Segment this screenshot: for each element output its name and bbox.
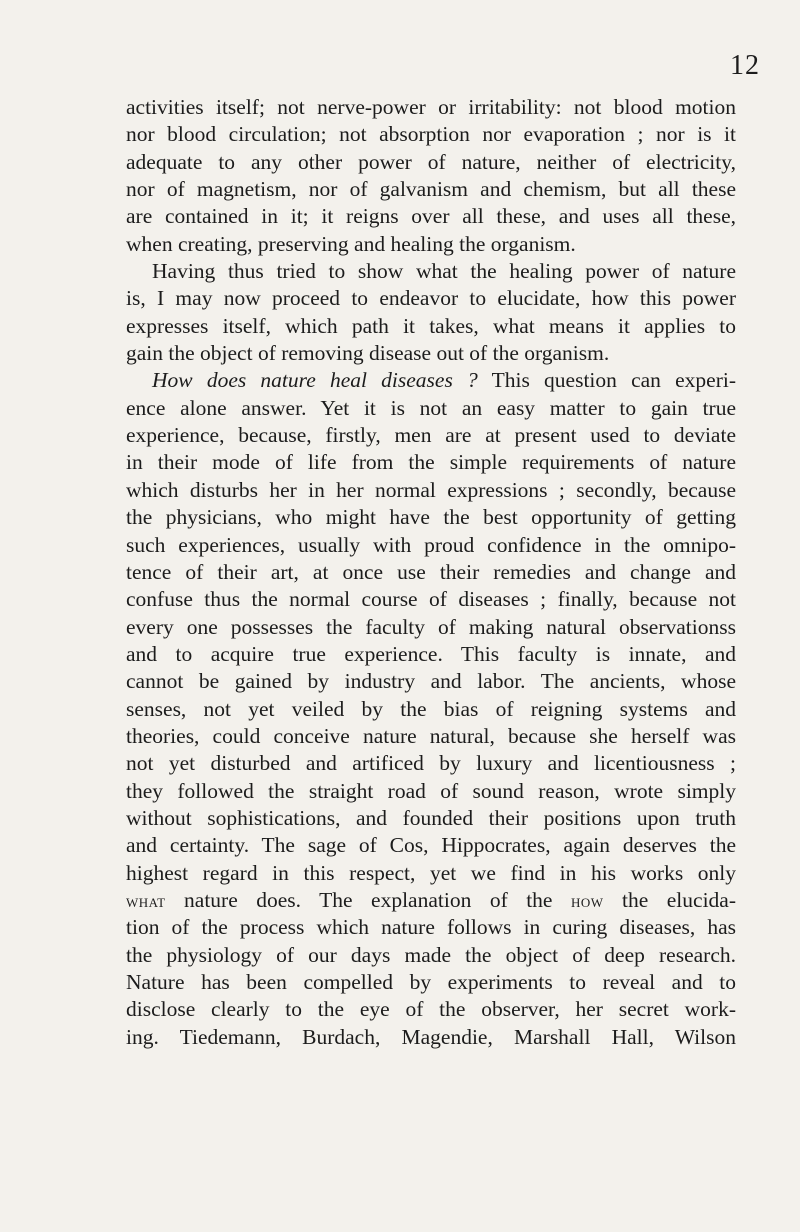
text-line: theories, could conceive nature natural, because she herself was (126, 723, 736, 748)
text-segment: How does nature heal diseases ? (152, 368, 478, 393)
text-line: nor of magnetism, nor of galvanism and chemism, but all these (126, 177, 736, 202)
text-line: without sophistications, and founded their positions upon truth (126, 805, 736, 830)
text-line: such experiences, usually with proud confidence in the omnipo- (126, 532, 736, 557)
text-line: cannot be gained by industry and labor. The ancients, whose (126, 669, 736, 694)
text-line: confuse thus the normal course of diseases ; finally, because not (126, 587, 736, 612)
text-line: are contained in it; it reigns over all these, and uses all these, (126, 204, 736, 229)
text-line: which disturbs her in her normal expressions ; secondly, because (126, 477, 736, 502)
text-line: they followed the straight road of sound reason, wrote simply (126, 778, 736, 803)
text-line: the physicians, who might have the best opportunity of getting (126, 505, 736, 530)
body-text (126, 94, 736, 1051)
text-line: in their mode of life from the simple requirements of nature (126, 450, 736, 475)
text-line: adequate to any other power of nature, neither of electricity, (126, 149, 736, 174)
text-line: the physiology of our days made the object of deep research. (126, 942, 736, 967)
text-line: not yet disturbed and artificed by luxury and licentiousness ; (126, 751, 736, 776)
text-line: ing. Tiedemann, Burdach, Magendie, Marshall Hall, Wilson (126, 1024, 736, 1049)
text-line: and to acquire true experience. This faculty is innate, and (126, 641, 736, 666)
text-line: nor blood circulation; not absorption nor evaporation ; nor is it (126, 122, 736, 147)
text-line: Nature has been compelled by experiments to reveal and to (126, 970, 736, 994)
text-line: activities itself; not nerve-power or irritability: not blood motion (126, 95, 736, 119)
text-line: tion of the process which nature follows in curing diseases, has (126, 915, 736, 940)
text-line: Having thus tried to show what the healing power of nature (152, 259, 736, 284)
text-line: and certainty. The sage of Cos, Hippocrates, again deserves the (126, 833, 736, 858)
text-line (126, 887, 736, 914)
page-number: 12 (730, 50, 760, 81)
text-line: every one possesses the faculty of making natural observationss (126, 614, 736, 639)
text-line: highest regard in this respect, yet we find in his works only (126, 860, 736, 885)
text-line: gain the object of removing disease out of the organism. (126, 341, 610, 366)
text-line (126, 367, 736, 394)
text-line: disclose clearly to the eye of the observer, her secret work- (126, 997, 736, 1022)
text-segment: what (126, 890, 166, 912)
text-segment: This question can experi- (477, 368, 737, 393)
text-line: tence of their art, at once use their remedies and change and (126, 559, 736, 584)
text-line: ence alone answer. Yet it is not an easy matter to gain true (126, 395, 736, 420)
text-segment: nature does. The explanation of the (165, 887, 571, 912)
text-segment: the elucida- (603, 887, 736, 912)
text-line: expresses itself, which path it takes, what means it applies to (126, 313, 736, 338)
text-segment: how (570, 890, 604, 912)
text-line: when creating, preserving and healing the organism. (126, 231, 576, 256)
text-line: experience, because, firstly, men are at present used to deviate (126, 423, 736, 448)
text-line: senses, not yet veiled by the bias of reigning systems and (126, 696, 736, 721)
text-line: is, I may now proceed to endeavor to elucidate, how this power (126, 286, 736, 311)
